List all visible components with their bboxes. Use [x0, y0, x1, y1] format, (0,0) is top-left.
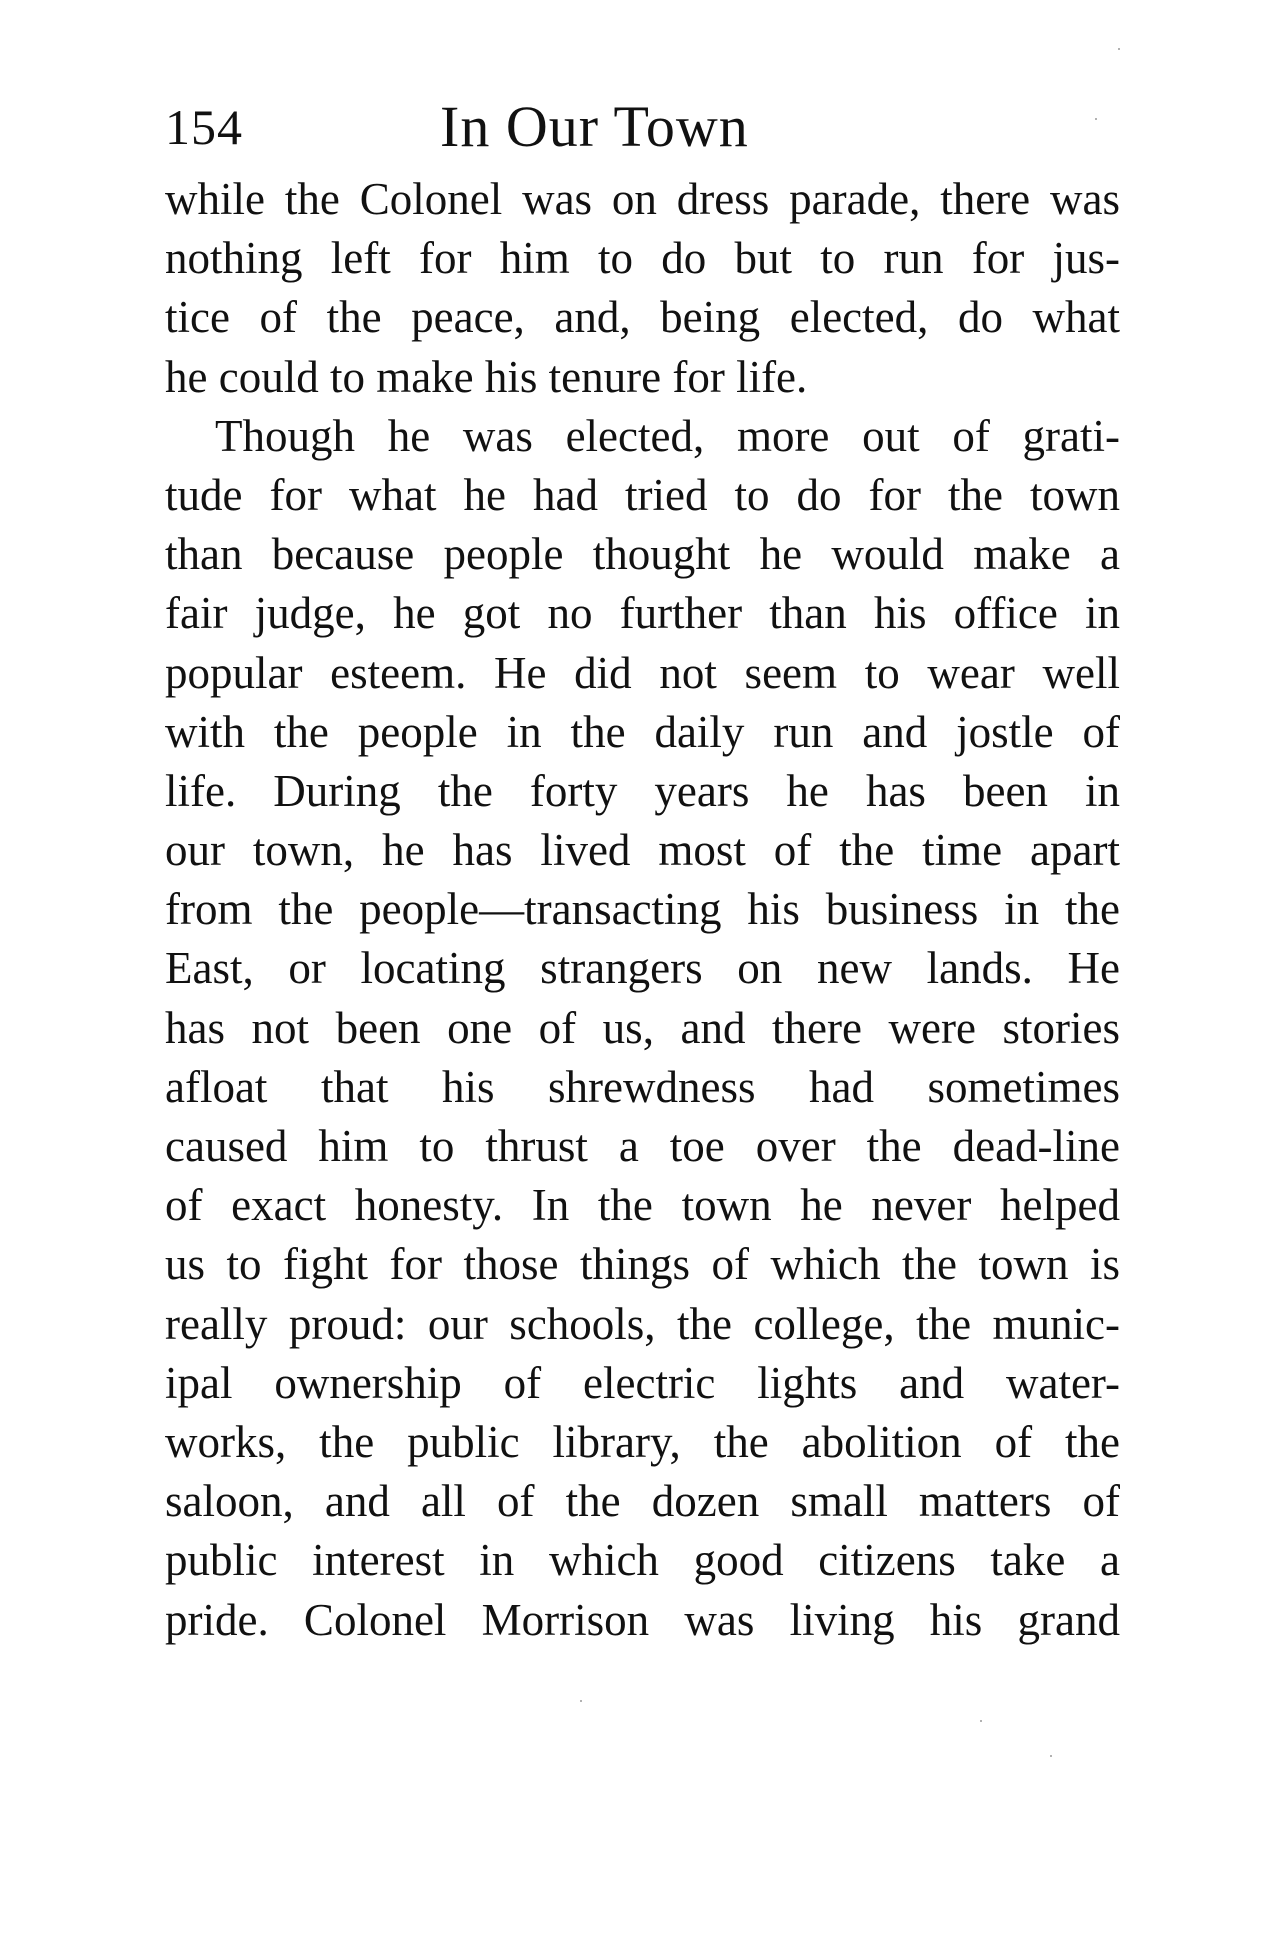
- page-number: 154: [165, 99, 243, 155]
- text-line: ipal ownership of electric lights and water-: [165, 1357, 1120, 1408]
- text-line: popular esteem. He did not seem to wear well: [165, 647, 1120, 698]
- text-line: our town, he has lived most of the time apart: [165, 825, 1120, 876]
- text-line: tice of the peace, and, being elected, do what: [165, 292, 1120, 343]
- scan-speck: [580, 1700, 582, 1702]
- text-line: caused him to thrust a toe over the dead-line: [165, 1121, 1120, 1171]
- text-line: while the Colonel was on dress parade, there was: [165, 174, 1120, 224]
- body-text: [165, 170, 1120, 1650]
- text-line: from the people—transacting his business in the: [165, 884, 1120, 935]
- text-line: afloat that his shrewdness had sometimes: [165, 1061, 1120, 1112]
- text-line: public interest in which good citizens take a: [165, 1535, 1120, 1586]
- running-head: [165, 92, 1135, 162]
- text-line: has not been one of us, and there were stories: [165, 1002, 1120, 1053]
- text-line: of exact honesty. In the town he never helped: [165, 1180, 1120, 1231]
- text-line: pride. Colonel Morrison was living his grand: [165, 1594, 1120, 1645]
- text-line: East, or locating strangers on new lands. He: [165, 943, 1120, 994]
- scan-speck: [1050, 1755, 1052, 1757]
- text-line: he could to make his tenure for life.: [165, 351, 808, 402]
- text-line: Though he was elected, more out of grati-: [215, 410, 1120, 461]
- text-line: nothing left for him to do but to run for jus-: [165, 233, 1120, 284]
- text-line: with the people in the daily run and jostle of: [165, 706, 1120, 757]
- text-line: tude for what he had tried to do for the town: [165, 469, 1120, 520]
- text-line: really proud: our schools, the college, the munic-: [165, 1298, 1120, 1349]
- scan-speck: [1095, 118, 1097, 120]
- running-title: In Our Town: [440, 94, 749, 159]
- text-line: life. During the forty years he has been in: [165, 765, 1120, 816]
- scan-speck: [1118, 48, 1120, 50]
- text-line: us to fight for those things of which the town is: [165, 1239, 1120, 1290]
- text-line: works, the public library, the abolition of the: [165, 1416, 1120, 1467]
- scan-speck: [980, 1720, 982, 1722]
- text-line: than because people thought he would make a: [165, 529, 1120, 580]
- text-line: fair judge, he got no further than his office in: [165, 588, 1120, 639]
- text-line: saloon, and all of the dozen small matters of: [165, 1476, 1120, 1527]
